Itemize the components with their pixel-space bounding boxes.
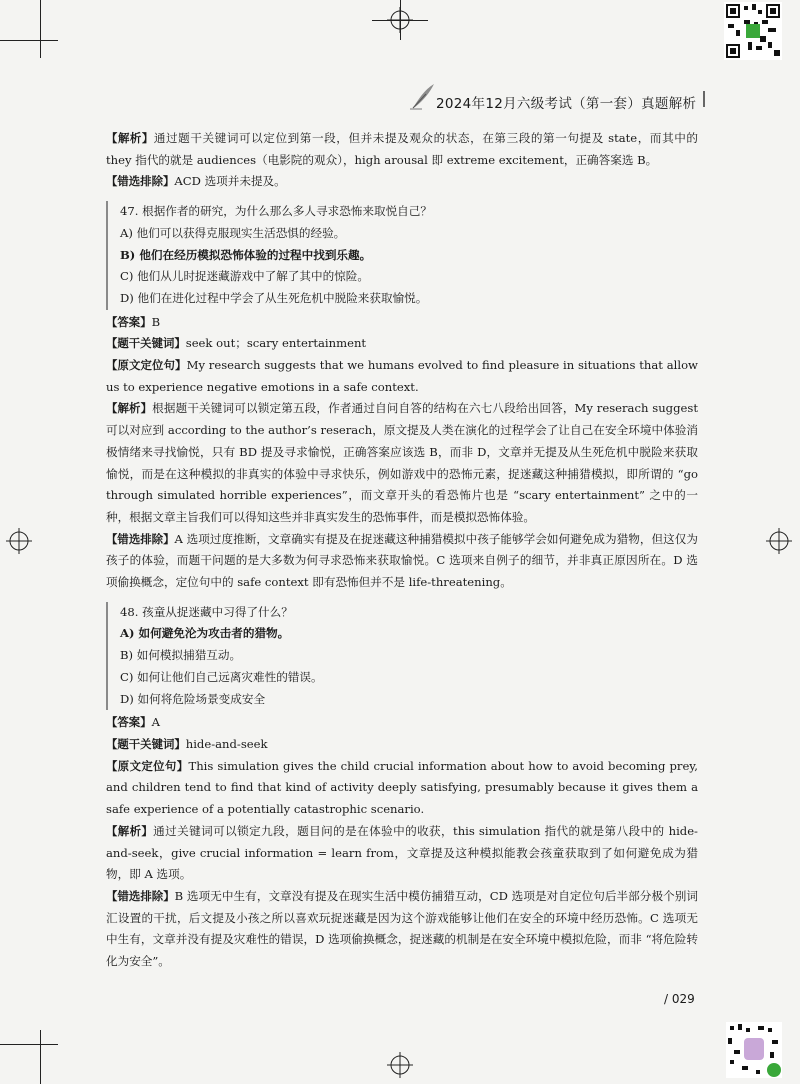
section-tag: 【解析】	[106, 401, 153, 416]
paragraph-text: My research suggests that we humans evolved to find pleasure in situations that allow us to experience negative emotions in a safe context.	[106, 358, 698, 394]
paragraph-text: ACD 选项并未提及。	[174, 174, 286, 189]
answer-option: C) 如何让他们自己远离灾难性的错误。	[120, 669, 323, 684]
feather-icon	[410, 82, 436, 110]
registration-mark-icon	[766, 528, 792, 554]
paragraph-text: A 选项过度推断，文章确实有提及在捉迷藏这种捕猎模拟中孩子能够学会如何避免成为猎物，但这仅为孩子的体验，而题干问题的是大多数为何寻求恐怖来获取愉悦。C 选项来自例子的细节，并非真正原因所在。D 选项偷换概念，定位句中的 safe context 即有恐怖但并不是 life-threatening。	[106, 531, 698, 590]
answer-option: D) 如何将危险场景变成安全	[120, 691, 266, 706]
paragraph-text: B 选项无中生有，文章没有提及在现实生活中模仿捕猎互动，CD 选项是对自定位句后半部分极个别词汇设置的干扰，后文提及小孩之所以喜欢玩捉迷藏是因为这个游戏能够让他们在安全的环境中经历恐怖。C 选项无中生有，文章并没有提及灾难性的错误，D 选项偷换概念，捉迷藏的机制是在安全环境中模拟危险，而非 “将危险转化为安全”。	[106, 888, 698, 969]
paragraph-text: seek out；scary entertainment	[185, 336, 367, 351]
section-tag: 【错选排除】	[106, 531, 175, 546]
correct-option: A) 如何避免沦为攻击者的猎物。	[120, 626, 290, 641]
crop-mark	[0, 40, 58, 41]
paragraph-text: 通过题干关键词可以定位到第一段，但并未提及观众的状态，在第三段的第一句提及 state，而其中的 they 指代的就是 audiences（电影院的观众），high arousal 即 extreme excitement，正确答案选 B。	[106, 131, 698, 167]
paragraph-text: B	[151, 314, 161, 329]
answer-option: B) 如何模拟捕猎互动。	[120, 648, 242, 663]
paragraph-text: 根据题干关键词可以锁定第五段，作者通过自问自答的结构在六七八段给出回答，My reserach suggest 可以对应到 according to the author’s reserach，原文提及人类在演化的过程学会了让自己在安全环境中体验消极情绪来寻找愉悦，只有 BD 提及寻求愉悦，正确答案应该选 B，而非 D，文章并无提及从生死危机中脱险来获取愉悦，而是在这种模拟的非真实的体验中寻求快乐，例如游戏中的恐怖元素，捉迷藏这种捕猎模拟，即所谓的 “go through simulated horrible experiences”，而文章开头的看恐怖片也是 “scary entertainment” 之中的一种，根据文章主旨我们可以得知这些并非真实发生的恐怖事件，而是模拟恐怖体验。	[106, 401, 698, 524]
question-stem: 48. 孩童从捉迷藏中习得了什么？	[120, 604, 293, 619]
analysis-paragraph	[106, 821, 698, 886]
question-block	[106, 201, 698, 310]
section-tag: 【解析】	[106, 823, 154, 838]
section-tag: 【解析】	[106, 131, 154, 145]
section-tag: 【题干关键词】	[106, 736, 186, 751]
header-title: 2024年12月六级考试（第一套）真题解析	[436, 96, 697, 112]
section-tag: 【原文定位句】	[106, 358, 187, 373]
qr-code-icon	[726, 1022, 782, 1078]
analysis-paragraph	[106, 734, 698, 756]
question-stem: 47. 根据作者的研究，为什么那么多人寻求恐怖来取悦自己？	[120, 204, 432, 219]
running-header	[410, 82, 705, 110]
paragraph-text: A	[151, 715, 160, 730]
crop-mark	[40, 0, 41, 58]
analysis-paragraph	[106, 171, 698, 193]
paragraph-text: 通过关键词可以锁定九段，题目问的是在体验中的收获，this simulation 指代的就是第八段中的 hide-and-seek，give crucial information = learn from，文章提及这种模拟能教会孩童获取到了如何避免成为猎物，即 A 选项。	[106, 823, 698, 882]
answer-option: C) 他们从儿时捉迷藏游戏中了解了其中的惊险。	[120, 269, 369, 284]
analysis-paragraph	[106, 398, 698, 528]
paragraph-text: This simulation gives the child crucial information about how to avoid becoming prey, and children tend to find that kind of activity deeply satisfying, presumably because it gives them a safe experience of a potentially catastrophic scenario.	[106, 758, 698, 817]
registration-mark-icon	[6, 528, 32, 554]
answer-option: D) 他们在进化过程中学会了从生死危机中脱险来获取愉悦。	[120, 290, 428, 305]
answer-option: A) 他们可以获得克服现实生活恐惧的经验。	[120, 225, 346, 240]
section-tag: 【错选排除】	[106, 174, 175, 189]
analysis-paragraph	[106, 712, 698, 734]
correct-option: B) 他们在经历模拟恐怖体验的过程中找到乐趣。	[120, 247, 372, 262]
analysis-paragraph	[106, 355, 698, 398]
crop-mark	[0, 1044, 58, 1045]
page-number: / 029	[664, 992, 695, 1006]
section-tag: 【答案】	[106, 314, 152, 329]
paragraph-text: hide-and-seek	[185, 736, 268, 751]
analysis-paragraph	[106, 756, 698, 821]
registration-mark-icon	[387, 1052, 413, 1078]
section-tag: 【原文定位句】	[106, 758, 189, 773]
page-content	[106, 128, 698, 973]
analysis-paragraph	[106, 128, 698, 171]
analysis-paragraph	[106, 333, 698, 355]
registration-mark-icon	[387, 7, 413, 33]
section-tag: 【题干关键词】	[106, 336, 186, 351]
analysis-paragraph	[106, 529, 698, 594]
analysis-paragraph	[106, 312, 698, 334]
analysis-paragraph	[106, 886, 698, 973]
crop-mark	[40, 1030, 41, 1084]
qr-code-icon	[724, 2, 782, 60]
section-tag: 【答案】	[106, 715, 152, 730]
question-block	[106, 602, 698, 711]
header-divider	[703, 91, 705, 107]
section-tag: 【错选排除】	[106, 888, 175, 903]
